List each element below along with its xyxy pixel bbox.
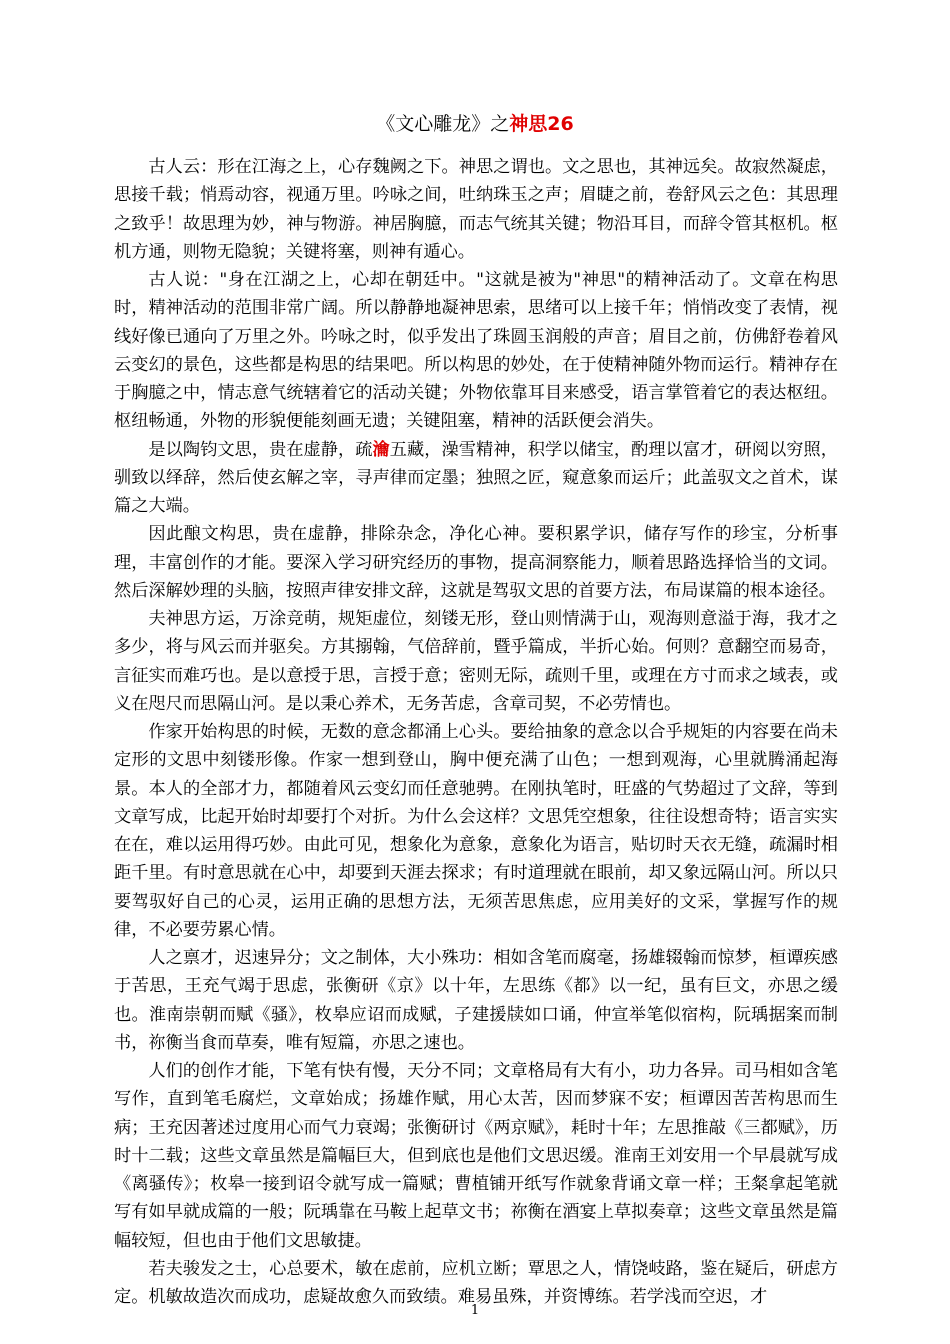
title-main: 《文心雕龙》之 (376, 113, 510, 135)
paragraph: 夫神思方运，万涂竞萌，规矩虚位，刻镂无形，登山则情满于山，观海则意溢于海，我才之多少，将与风云而并驱矣。方其搦翰，气倍辞前，暨乎篇成，半折心始。何则？意翻空而易奇，言征实而难巧也。是以意授于思，言授于意；密则无际，疏则千里，或理在方寸而求之域表，或义在咫尺而思隔山河。是以秉心养术，无务苦虑，含章司契，不必劳情也。 (114, 609, 838, 714)
page-title (0, 110, 950, 138)
paragraph-text: 五藏，澡雪精神，积学以储宝，酌理以富才，研阅以穷照，驯致以绎辞，然后使玄解之宰，寻声律而定墨；独照之匠，窥意象而运斤；此盖驭文之首术，谋篇之大端。 (114, 439, 838, 516)
paragraph: 作家开始构思的时候，无数的意念都涌上心头。要给抽象的意念以合乎规矩的内容要在尚未定形的文思中刻镂形像。作家一想到登山，胸中便充满了山色；一想到观海，心里就腾涌起海景。本人的全部才力，都随着风云变幻而任意驰骋。在刚执笔时，旺盛的气势超过了文辞，等到文章写成，比起开始时却要打个对折。为什么会这样？文思凭空想象，往往设想奇特；语言实实在在，难以运用得巧妙。由此可见，想象化为意象，意象化为语言，贴切时天衣无缝，疏漏时相距千里。有时意思就在心中，却要到天涯去探求；有时道理就在眼前，却又象远隔山河。所以只要驾驭好自己的心灵，运用正确的思想方法，无须苦思焦虑，应用美好的文采，掌握写作的规律，不必要劳累心情。 (114, 722, 838, 940)
paragraph-text: 是以陶钧文思，贵在虚静，疏 (148, 439, 373, 460)
document-body (114, 153, 838, 1311)
paragraph: 人之禀才，迟速异分；文之制体，大小殊功：相如含笔而腐毫，扬雄辍翰而惊梦，桓谭疾感于苦思，王充气竭于思虑，张衡研《京》以十年，左思练《都》以一纪，虽有巨文，亦思之缓也。淮南崇朝而赋《骚》，枚皋应诏而成赋，子建援牍如口诵，仲宣举笔似宿构，阮瑀据案而制书，祢衡当食而草奏，唯有短篇，亦思之速也。 (114, 948, 838, 1053)
paragraph: 人们的创作才能，下笔有快有慢，天分不同；文章格局有大有小，功力各异。司马相如含笔写作，直到笔毛腐烂，文章始成；扬雄作赋，用心太苦，因而梦寐不安；桓谭因苦苦构思而生病；王充因著述过度用心而气力衰竭；张衡研讨《两京赋》，耗时十年；左思推敲《三都赋》，历时十二载；这些文章虽然是篇幅巨大，但到底也是他们文思迟缓。淮南王刘安用一个早晨就写成《离骚传》；枚皋一接到诏令就写成一篇赋；曹植铺开纸写作就象背诵文章一样；王粲拿起笔就写有如早就成篇的一般；阮瑀靠在马鞍上起草文书；祢衡在酒宴上草拟奏章；这些文章虽然是篇幅较短，但也由于他们文思敏捷。 (114, 1061, 838, 1251)
paragraph (114, 436, 838, 521)
title-highlight: 神思26 (509, 113, 574, 135)
paragraph: 因此酿文构思，贵在虚静，排除杂念，净化心神。要积累学识，储存写作的珍宝，分析事理，丰富创作的才能。要深入学习研究经历的事物，提高洞察能力，顺着思路选择恰当的文词。然后深解妙理的头脑，按照声律安排文辞，这就是驾驭文思的首要方法，布局谋篇的根本途径。 (114, 524, 838, 601)
paragraph: 古人云：形在江海之上，心存魏阙之下。神思之谓也。文之思也，其神远矣。故寂然凝虑，思接千载；悄焉动容，视通万里。吟咏之间，吐纳珠玉之声；眉睫之前，卷舒风云之色：其思理之致乎！故思理为妙，神与物游。神居胸臆，而志气统其关键；物沿耳目，而辞令管其枢机。枢机方通，则物无隐貌；关键将塞，则神有遁心。 (114, 157, 838, 262)
paragraph: 若夫骏发之士，心总要术，敏在虑前，应机立断；覃思之人，情饶岐路，鉴在疑后，研虑方定。机敏故造次而成功，虑疑故愈久而致绩。难易虽殊，并资博练。若学浅而空迟，才 (114, 1258, 838, 1307)
highlighted-character: 瀹 (372, 439, 390, 460)
page-number: 1 (470, 1303, 480, 1318)
paragraph: 古人说："身在江湖之上，心却在朝廷中。"这就是被为"神思"的精神活动了。文章在构思时，精神活动的范围非常广阔。所以静静地凝神思索，思绪可以上接千年；悄悄改变了表情，视线好像已通向了万里之外。吟咏之时，似乎发出了珠圆玉润般的声音；眉目之前，仿佛舒卷着风云变幻的景色，这些都是构思的结果吧。所以构思的妙处，在于使精神随外物而运行。精神存在于胸臆之中，情志意气统辖着它的活动关键；外物依靠耳目来感受，语言掌管着它的表达枢纽。枢纽畅通，外物的形貌便能刻画无遗；关键阻塞，精神的活跃便会消失。 (114, 270, 838, 432)
